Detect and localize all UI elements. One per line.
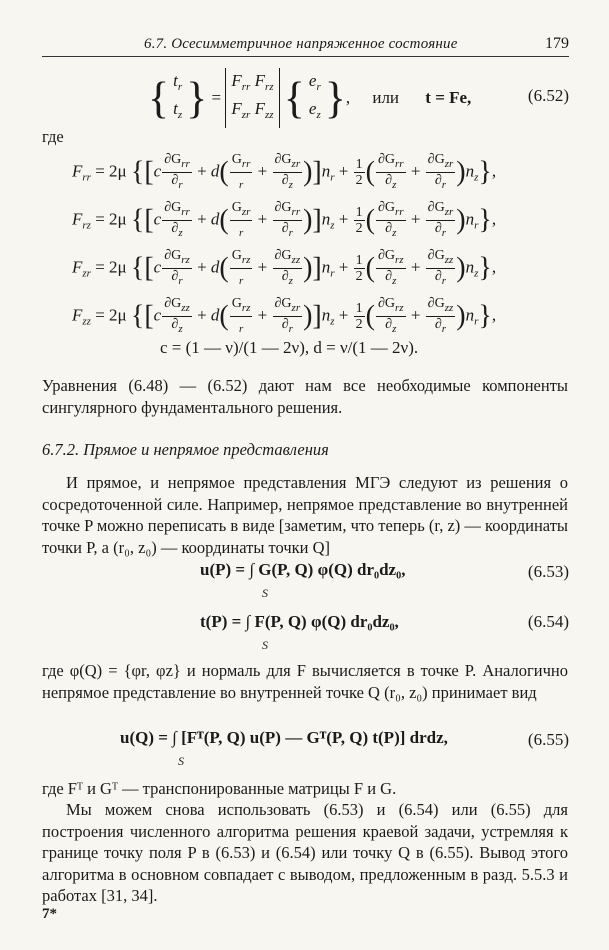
equals-two-mu: = 2μ [90,209,131,229]
f-component-equation [72,152,496,193]
normal-sub: z [474,171,479,184]
lhs-subscript: rr [82,171,91,184]
partial-frac-1: $\frac{\partial G_{rz}}{\partial_r}$ [164,248,190,287]
f-component-equation [72,200,496,241]
close-paren-bracket: )] [303,252,322,284]
half: $\frac{1}{2}$ [355,157,363,188]
plus: + [253,209,272,229]
partial-frac-4: $\frac{\partial G_{rr}}{\partial_z}$ [377,152,404,191]
coef-c: c [153,209,162,229]
signature-mark: 7* [42,906,57,922]
lhs-symbol: F [72,305,83,325]
open-brackets: {[ [130,252,154,284]
partial-frac-3: $\frac{\partial G_{zr}}{\partial_z}$ [274,152,301,191]
open-paren: ( [365,204,375,236]
paragraph-normal: где φ(Q) = {φr, φz} и нормаль для F вычисляется в точке P. Аналогично непрямое представление во внутренней точке Q (r₀, z₀) принимает вид [42,661,568,702]
close-paren-bracket: )] [303,204,322,236]
normal-n: n [465,209,475,229]
half: $\frac{1}{2}$ [355,301,363,332]
equation-6-52: { $t_r$ $t_z\} = F_{rr}$ $F_{rz}$ $F_{zr}$ $F_{zz}$ { $e_r$ $e_z$}, или t = Fe, [148,68,471,128]
open-paren: ( [365,156,375,188]
eq-6-55-number: (6.55) [527,730,569,749]
eq-6-54-number: (6.54) [527,612,569,631]
lhs-symbol: F [72,161,83,181]
coef-c: c [153,305,162,325]
close-paren: ) [456,300,466,332]
frac-2: $\frac{G_{zr}}{_r}$ [231,200,251,239]
row-end: , [491,161,497,181]
partial-frac-1: $\frac{\partial G_{rr}}{\partial_z}$ [164,200,190,239]
f-component-equation [72,296,496,337]
where-label: где [42,127,64,146]
close-brace: } [478,252,492,284]
row-end: , [491,257,497,277]
normal-n: n [465,257,475,277]
close-brace: } [478,300,492,332]
paragraph-fundamental-solution: Уравнения (6.48) — (6.52) дают нам все необходимые компоненты сингулярного фундаментального решения. [42,376,568,417]
plus: + [406,161,425,181]
partial-frac-3: $\frac{\partial G_{zz}}{\partial_z}$ [274,248,301,287]
plus: + [334,161,353,181]
paragraph-representations: И прямое, и непрямое представления МГЭ следуют из решения о сосредоточенной силе. Например, непрямое представление во внутренней точке P можно переписать в виде [заметим, что теперь (r, z) — координаты точки P, а (r₀, z₀) — координаты точки Q] [42,473,568,557]
equation-6-54: t(P) = ∫ F(P, Q) φ(Q) dr₀dz₀, [200,612,399,631]
plus: + [406,305,425,325]
eq-6-52-connector: или [372,88,400,107]
frac-2: $\frac{G_{rz}}{_r}$ [231,296,251,335]
partial-frac-5: $\frac{\partial G_{zr}}{\partial_r}$ [427,200,454,239]
lhs-symbol: F [72,257,83,277]
normal-sub: r [330,267,335,280]
normal-sub: z [474,267,479,280]
row-end: , [491,209,497,229]
partial-frac-4: $\frac{\partial G_{rr}}{\partial_z}$ [377,200,404,239]
partial-frac-1: $\frac{\partial G_{rr}}{\partial_r}$ [164,152,190,191]
partial-frac-3: $\frac{\partial G_{rr}}{\partial_r}$ [274,200,301,239]
coef-c: c [153,257,162,277]
open-brackets: {[ [130,204,154,236]
partial-frac-4: $\frac{\partial G_{rz}}{\partial_z}$ [377,248,404,287]
equals-two-mu: = 2μ [90,161,131,181]
open-paren: ( [365,252,375,284]
coef-d: d [210,257,220,277]
row-end: , [491,305,497,325]
normal-n: n [321,305,331,325]
close-brace: } [478,156,492,188]
paragraph-transposed: где Fᵀ и Gᵀ — транспонированные матрицы F и G. [42,779,397,798]
close-paren-bracket: )] [303,156,322,188]
plus: + [406,209,425,229]
plus: + [406,257,425,277]
eq-6-54-int-sub: S [262,638,268,652]
open-brackets: {[ [130,300,154,332]
plus: + [334,305,353,325]
frac-2: $\frac{G_{rr}}{_r}$ [231,152,251,191]
partial-frac-4: $\frac{\partial G_{rz}}{\partial_z}$ [377,296,404,335]
close-paren-bracket: )] [303,300,322,332]
open-paren: ( [219,252,229,284]
plus: + [253,161,272,181]
close-brace: } [478,204,492,236]
half: $\frac{1}{2}$ [355,253,363,284]
plus: + [192,161,211,181]
lhs-symbol: F [72,209,83,229]
constants-line: c = (1 — ν)/(1 — 2ν), d = ν/(1 — 2ν). [160,338,419,357]
close-paren: ) [456,156,466,188]
frac-2: $\frac{G_{rz}}{_r}$ [231,248,251,287]
plus: + [192,209,211,229]
open-paren: ( [219,300,229,332]
plus: + [192,257,211,277]
partial-frac-5: $\frac{\partial G_{zr}}{\partial_r}$ [427,152,454,191]
normal-sub: r [330,171,335,184]
close-paren: ) [456,252,466,284]
plus: + [253,305,272,325]
paragraph-algorithm: Мы можем снова использовать (6.53) и (6.54) или (6.55) для построения численного алгоритма решения краевой задачи, устремляя к границе точку поля P в (6.53) и (6.54) или точку Q в (6.55). Вывод этого алгоритма в основном совпадает с выводом, предложенным в разд. 5.5.3 и работах [31, 34]. [42,800,568,905]
plus: + [334,209,353,229]
coef-c: c [153,161,162,181]
eq-6-53-int-sub: S [262,586,268,600]
open-paren: ( [219,156,229,188]
running-header [42,34,569,57]
normal-n: n [465,305,475,325]
normal-sub: r [474,219,479,232]
lhs-subscript: zr [82,267,91,280]
page-number: 179 [545,35,569,52]
partial-frac-5: $\frac{\partial G_{zz}}{\partial_r}$ [427,248,454,287]
eq-6-53-number: (6.53) [527,562,569,581]
close-paren: ) [456,204,466,236]
f-component-equation [72,248,496,289]
equals-two-mu: = 2μ [90,305,131,325]
equation-6-53: u(P) = ∫ G(P, Q) φ(Q) dr₀dz₀, [200,560,406,579]
plus: + [334,257,353,277]
partial-frac-3: $\frac{\partial G_{zr}}{\partial_r}$ [274,296,301,335]
plus: + [253,257,272,277]
section-heading: 6.7.2. Прямое и непрямое представления [42,440,329,459]
partial-frac-5: $\frac{\partial G_{zz}}{\partial_r}$ [427,296,454,335]
normal-n: n [321,161,331,181]
lhs-subscript: zz [82,315,91,328]
equals-two-mu: = 2μ [90,257,131,277]
eq-6-52-number: (6.52) [527,86,569,105]
lhs-subscript: rz [82,219,91,232]
open-brackets: {[ [130,156,154,188]
open-paren: ( [219,204,229,236]
eq-6-55-int-sub: S [178,754,184,768]
normal-sub: z [330,219,335,232]
half: $\frac{1}{2}$ [355,205,363,236]
open-paren: ( [365,300,375,332]
coef-d: d [210,209,220,229]
equation-6-55: u(Q) = ∫ [Fᵀ(P, Q) u(P) — Gᵀ(P, Q) t(P)] drdz, [120,728,448,747]
header-title: 6.7. Осесимметричное напряженное состояние [144,36,458,52]
normal-n: n [465,161,475,181]
plus: + [192,305,211,325]
coef-d: d [210,161,220,181]
normal-sub: z [330,315,335,328]
partial-frac-1: $\frac{\partial G_{zz}}{\partial_z}$ [164,296,190,335]
eq-6-52-compact: t = Fe, [425,88,472,107]
normal-n: n [321,257,331,277]
normal-sub: r [474,315,479,328]
coef-d: d [210,305,220,325]
normal-n: n [321,209,331,229]
